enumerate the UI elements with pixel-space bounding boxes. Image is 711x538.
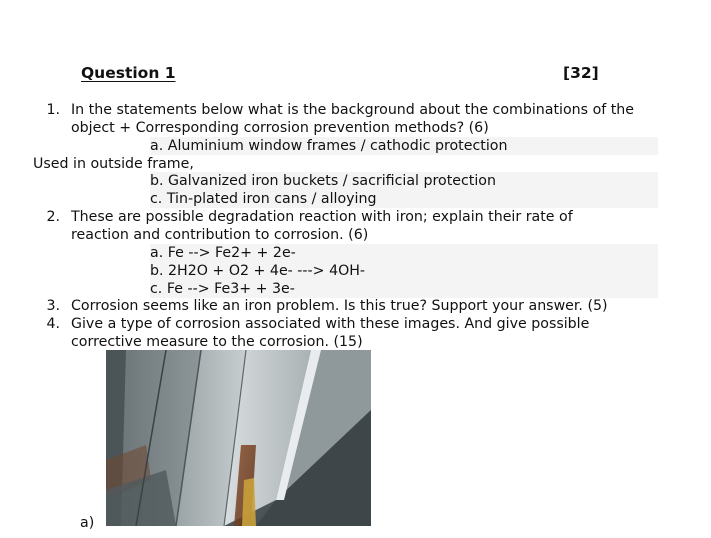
corrosion-photo [106, 350, 371, 526]
item-text-line: Give a type of corrosion associated with these images. And give possible [71, 316, 590, 332]
item-text-line: object + Corresponding corrosion prevention methods? (6) [71, 120, 489, 136]
question-marks: [32] [563, 64, 599, 82]
sub-item [150, 172, 658, 190]
sub-item [150, 244, 658, 262]
handwritten-note: Used in outside frame, [33, 156, 194, 172]
sub-item-text: 2H2O + O2 + 4e- ---> 4OH- [168, 263, 366, 279]
steel-profiles-image [106, 350, 371, 526]
sub-item [150, 137, 658, 155]
sub-item [150, 280, 658, 298]
sub-item-text: Fe --> Fe2+ + 2e- [167, 245, 296, 261]
item-text-line: Corrosion seems like an iron problem. Is this true? Support your answer. (5) [71, 298, 608, 314]
item-number: 2. [46, 209, 60, 225]
item-number: 1. [46, 102, 60, 118]
sub-item-text: Galvanized iron buckets / sacrificial protection [168, 173, 496, 189]
sub-item-label: b. [150, 263, 164, 279]
item-text-line: reaction and contribution to corrosion. (6) [71, 227, 369, 243]
sub-item-text: Tin-plated iron cans / alloying [166, 191, 377, 207]
sub-item-label: b. [150, 173, 164, 189]
sub-item-text: Aluminium window frames / cathodic protection [167, 138, 508, 154]
sub-item [150, 262, 658, 280]
sub-item-label: a. [150, 138, 164, 154]
sub-item-text: Fe --> Fe3+ + 3e- [166, 281, 295, 297]
sub-item-label: c. [150, 191, 163, 207]
item-number: 3. [46, 298, 60, 314]
figure-label: a) [80, 515, 95, 531]
question-title: Question 1 [81, 64, 176, 82]
sub-item-label: a. [150, 245, 164, 261]
sub-item-label: c. [150, 281, 163, 297]
item-number: 4. [46, 316, 60, 332]
item-text-line: In the statements below what is the background about the combinations of the [71, 102, 635, 118]
item-text-line: corrective measure to the corrosion. (15) [71, 334, 363, 350]
item-text-line: These are possible degradation reaction with iron; explain their rate of [71, 209, 573, 225]
sub-item [150, 190, 658, 208]
